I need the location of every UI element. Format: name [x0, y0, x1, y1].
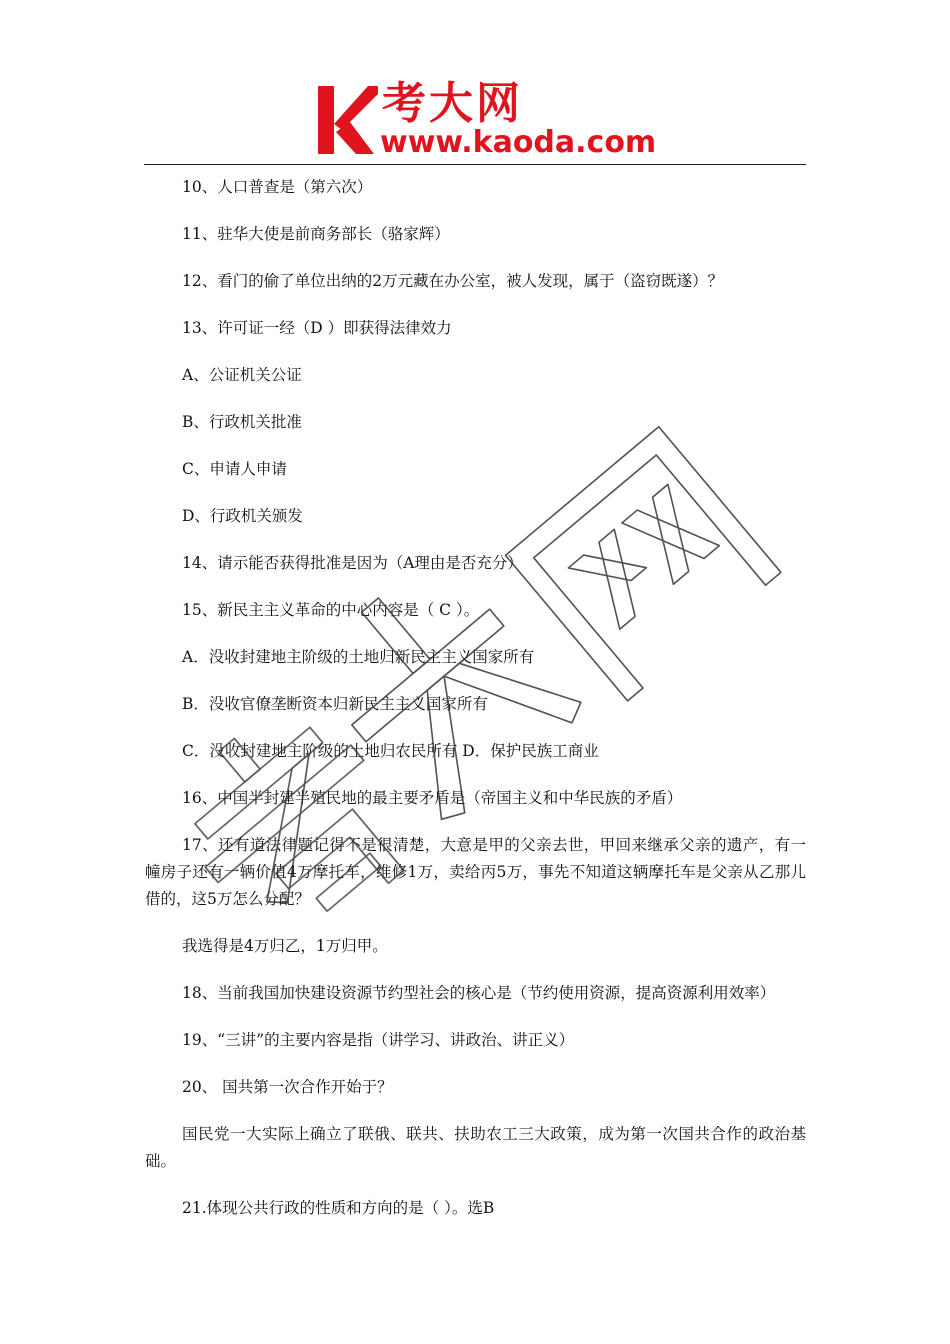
page-header — [0, 0, 950, 170]
option-item: B、行政机关批准 — [182, 413, 302, 431]
paragraph: 国民党一大实际上确立了联俄、联共、扶助农工三大政策，成为第一次国共合作的政治基础。 — [145, 1125, 806, 1170]
paragraph: 10、人口普查是（第六次） — [182, 178, 373, 196]
paragraph: 18、当前我国加快建设资源节约型社会的核心是（节约使用资源，提高资源利用效率） — [182, 984, 776, 1002]
paragraph: 16、中国半封建半殖民地的最主要矛盾是（帝国主义和中华民族的矛盾） — [182, 789, 683, 807]
document-body — [145, 174, 806, 1242]
paragraph: 12、看门的偷了单位出纳的2万元藏在办公室，被人发现，属于（盗窃既遂）？ — [182, 272, 724, 290]
option-item: D、行政机关颁发 — [182, 507, 303, 525]
paragraph: 15、新民主主义革命的中心内容是（ C ）。 — [182, 601, 480, 619]
option-item: C．没收封建地主阶级的土地归农民所有 D．保护民族工商业 — [182, 742, 599, 760]
kaoda-k-logo-icon — [316, 84, 378, 156]
paragraph: 19、“三讲”的主要内容是指（讲学习、讲政治、讲正义） — [182, 1031, 575, 1049]
logo-text-cn: 考大网 — [382, 78, 523, 129]
header-divider — [144, 164, 806, 165]
paragraph: 14、请示能否获得批准是因为（A理由是否充分） — [182, 554, 523, 572]
option-item: C、申请人申请 — [182, 460, 287, 478]
option-item: B．没收官僚垄断资本归新民主主义国家所有 — [182, 695, 488, 713]
logo-url-text[interactable]: www.kaoda.com — [380, 125, 657, 160]
paragraph: 17、还有道法律题记得不是很清楚，大意是甲的父亲去世，甲回来继承父亲的遗产，有一幢房子还有一辆价值4万摩托车，维修1万，卖给丙5万，事先不知道这辆摩托车是父亲从乙那儿借的，这5万怎么分配？ — [145, 836, 806, 908]
paragraph: 13、许可证一经（D ）即获得法律效力 — [182, 319, 452, 337]
option-item: A．没收封建地主阶级的土地归新民主主义国家所有 — [182, 648, 535, 666]
paragraph: 21.体现公共行政的性质和方向的是（ ）。选B — [182, 1199, 495, 1217]
paragraph: 20、 国共第一次合作开始于？ — [182, 1078, 393, 1096]
paragraph: 我选得是4万归乙，1万归甲。 — [182, 937, 388, 955]
paragraph: 11、驻华大使是前商务部长（骆家辉） — [182, 225, 450, 243]
option-item: A、公证机关公证 — [182, 366, 302, 384]
